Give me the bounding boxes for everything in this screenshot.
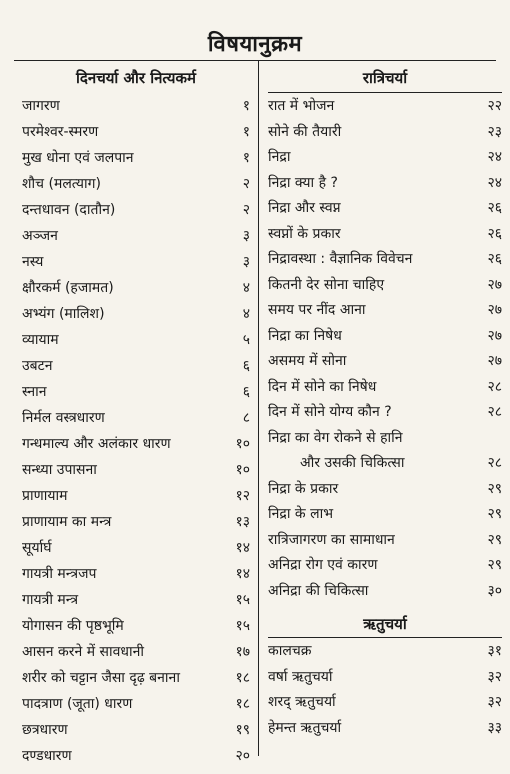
toc-entry-page: ३२ [487, 694, 502, 711]
toc-entry-page: २३ [487, 123, 502, 140]
toc-entry-page: ४ [242, 279, 250, 296]
toc-entry [22, 170, 250, 196]
toc-entry-title: समय पर नींद आना [268, 302, 366, 319]
toc-entry-page: २६ [487, 200, 502, 217]
toc-entry [268, 527, 502, 553]
toc-entry-page: ६ [242, 383, 250, 400]
toc-entry-page: १८ [235, 695, 250, 712]
toc-entry-page: ५ [242, 331, 250, 348]
toc-entry-page: २४ [487, 174, 502, 191]
toc-entry-title: और उसकी चिकित्सा [300, 455, 405, 472]
toc-entry-title: कालचक्र [268, 643, 312, 660]
toc-entry-title: गायत्री मन्त्र [22, 591, 79, 608]
toc-entry-title: निद्रा का निषेध [268, 327, 342, 344]
toc-entry-title: परमेश्वर-स्मरण [22, 123, 99, 140]
toc-entry-page: १३ [235, 513, 250, 530]
right-entry-list-2 [268, 638, 502, 740]
toc-entry [22, 716, 250, 742]
toc-entry [22, 144, 250, 170]
toc-entry [22, 300, 250, 326]
toc-entry-title: अनिद्रा रोग एवं कारण [268, 557, 378, 574]
toc-entry-title: सन्ध्या उपासना [22, 461, 97, 478]
toc-entry [268, 552, 502, 578]
toc-entry-title: निद्रावस्था : वैज्ञानिक विवेचन [268, 251, 413, 268]
toc-entry-page: ३ [242, 227, 250, 244]
column-divider [258, 60, 259, 756]
right-column [268, 64, 502, 740]
toc-entry-page: १७ [235, 643, 250, 660]
toc-entry-page: १४ [235, 565, 250, 582]
toc-entry [22, 456, 250, 482]
toc-entry [268, 638, 502, 664]
toc-entry [268, 399, 502, 425]
toc-entry-page: २७ [487, 353, 502, 370]
toc-entry [22, 92, 250, 118]
toc-entry [22, 690, 250, 716]
toc-entry [268, 170, 502, 196]
toc-entry [268, 323, 502, 349]
toc-entry-title: रात में भोजन [268, 98, 335, 115]
toc-entry-title: निद्रा [268, 149, 291, 166]
toc-entry-page: २२ [487, 98, 502, 115]
toc-entry [22, 638, 250, 664]
page-title: विषयानुक्रम [207, 32, 303, 57]
toc-entry-page: ३२ [487, 668, 502, 685]
toc-entry-title: जागरण [22, 97, 60, 114]
toc-entry-title: गन्धमाल्य और अलंकार धारण [22, 435, 171, 452]
toc-entry [22, 248, 250, 274]
toc-entry-title: छत्रधारण [22, 721, 68, 738]
toc-entry [22, 560, 250, 586]
toc-entry-title: शौच (मलत्याग) [22, 175, 101, 192]
toc-entry-title: दिन में सोने योग्य कौन ? [268, 404, 392, 421]
toc-entry [268, 297, 502, 323]
toc-entry [268, 195, 502, 221]
left-column [22, 64, 250, 768]
toc-entry-page: १५ [235, 617, 250, 634]
toc-entry [22, 118, 250, 144]
toc-entry [268, 689, 502, 715]
toc-entry-page: १४ [235, 539, 250, 556]
toc-entry-title: दन्तधावन (दातौन) [22, 201, 116, 218]
toc-entry [268, 664, 502, 690]
toc-entry-title: दिन में सोने का निषेध [268, 378, 377, 395]
toc-entry-title: हेमन्त ऋतुचर्या [268, 719, 342, 736]
toc-entry [268, 348, 502, 374]
toc-entry [268, 119, 502, 145]
toc-entry-title: अभ्यंग (मालिश) [22, 305, 105, 322]
toc-entry-page: २ [242, 175, 250, 192]
title-rule [14, 60, 496, 61]
toc-entry-title: निद्रा क्या है ? [268, 174, 338, 191]
toc-entry-page: २४ [487, 149, 502, 166]
toc-entry [22, 326, 250, 352]
toc-entry [22, 222, 250, 248]
toc-entry [22, 430, 250, 456]
toc-entry-page: २७ [487, 276, 502, 293]
toc-entry-page: ३१ [487, 643, 502, 660]
toc-entry [22, 378, 250, 404]
toc-entry-page: १ [242, 123, 250, 140]
toc-entry-page: १ [242, 97, 250, 114]
toc-entry-title: निद्रा के प्रकार [268, 480, 339, 497]
toc-entry-title: योगासन की पृष्ठभूमि [22, 617, 124, 634]
toc-entry-page: २९ [487, 557, 502, 574]
toc-entry-title: मुख धोना एवं जलपान [22, 149, 134, 166]
toc-entry-title: शरद् ऋतुचर्या [268, 694, 336, 711]
toc-entry-title: स्नान [22, 383, 47, 400]
toc-entry-page: १० [235, 461, 250, 478]
toc-entry-title: प्राणायाम [22, 487, 68, 504]
toc-entry-title: निद्रा का वेग रोकने से हानि [268, 429, 403, 446]
right-entry-list [268, 93, 502, 603]
toc-entry-page: २८ [487, 455, 502, 472]
toc-entry-page: ४ [242, 305, 250, 322]
toc-entry [268, 425, 502, 451]
toc-entry [268, 450, 502, 476]
toc-entry-page: २८ [487, 404, 502, 421]
toc-entry-title: स्वप्नों के प्रकार [268, 225, 341, 242]
toc-entry-title: निद्रा और स्वप्न [268, 200, 341, 217]
toc-entry-title: दण्डधारण [22, 747, 72, 764]
toc-entry-page: १८ [235, 669, 250, 686]
toc-entry [268, 578, 502, 604]
toc-entry [22, 664, 250, 690]
toc-entry-title: गायत्री मन्त्रजप [22, 565, 97, 582]
toc-entry-page: १२ [235, 487, 250, 504]
toc-entry [268, 272, 502, 298]
section-heading-dincharya: दिनचर्या और नित्यकर्म [76, 69, 196, 87]
toc-entry-page: २ [242, 201, 250, 218]
toc-entry-page: २६ [487, 225, 502, 242]
toc-entry [268, 715, 502, 741]
toc-entry [268, 501, 502, 527]
toc-entry [268, 144, 502, 170]
toc-entry [268, 93, 502, 119]
toc-entry [22, 404, 250, 430]
toc-entry [268, 221, 502, 247]
left-entry-list [22, 92, 250, 768]
toc-entry-title: अनिद्रा की चिकित्सा [268, 582, 369, 599]
toc-entry-title: रात्रिजागरण का सामाधान [268, 531, 395, 548]
toc-entry-page: ३ [242, 253, 250, 270]
toc-entry-title: वर्षा ऋतुचर्या [268, 668, 333, 685]
toc-entry-title: अञ्जन [22, 227, 58, 244]
toc-entry-page: १० [235, 435, 250, 452]
toc-entry-title: निद्रा के लाभ [268, 506, 334, 523]
toc-entry [22, 612, 250, 638]
toc-entry-page: १९ [235, 721, 250, 738]
toc-entry-title: निर्मल वस्त्रधारण [22, 409, 105, 426]
toc-entry-page: २७ [487, 327, 502, 344]
toc-entry [268, 374, 502, 400]
toc-entry [268, 246, 502, 272]
toc-entry-title: असमय में सोना [268, 353, 347, 370]
toc-entry-page: ३३ [487, 719, 502, 736]
toc-entry-title: क्षौरकर्म (हजामत) [22, 279, 114, 296]
toc-entry-page: १५ [235, 591, 250, 608]
toc-entry [22, 586, 250, 612]
toc-entry-title: कितनी देर सोना चाहिए [268, 276, 385, 293]
toc-entry-page: २९ [487, 531, 502, 548]
section-heading-ratricharya: रात्रिचर्या [268, 64, 502, 93]
toc-entry-title: शरीर को चट्टान जैसा दृढ़ बनाना [22, 669, 180, 686]
toc-entry-title: व्यायाम [22, 331, 59, 348]
toc-entry-title: सोने की तैयारी [268, 123, 342, 140]
toc-entry-title: प्राणायाम का मन्त्र [22, 513, 112, 530]
toc-entry-page: १ [242, 149, 250, 166]
toc-entry-title: सूर्यार्घ [22, 539, 52, 556]
toc-entry-page: ६ [242, 357, 250, 374]
toc-entry-page: ८ [242, 409, 250, 426]
toc-entry [22, 352, 250, 378]
toc-entry-page: २० [235, 747, 250, 764]
toc-entry-page: ३० [487, 582, 502, 599]
toc-entry [22, 482, 250, 508]
toc-entry [22, 274, 250, 300]
toc-entry-page: २७ [487, 302, 502, 319]
toc-entry [22, 534, 250, 560]
toc-entry [22, 742, 250, 768]
toc-entry-title: नस्य [22, 253, 44, 270]
toc-entry-page: २८ [487, 378, 502, 395]
toc-entry-page: २९ [487, 506, 502, 523]
toc-entry-title: पादत्राण (जूता) धारण [22, 695, 133, 712]
toc-entry-page: २६ [487, 251, 502, 268]
section-heading-ritucharya: ऋतुचर्या [363, 615, 407, 633]
toc-entry [22, 196, 250, 222]
toc-entry [268, 476, 502, 502]
toc-entry-title: आसन करने में सावधानी [22, 643, 145, 660]
toc-entry [22, 508, 250, 534]
toc-entry-page: २९ [487, 480, 502, 497]
toc-entry-title: उबटन [22, 357, 53, 374]
